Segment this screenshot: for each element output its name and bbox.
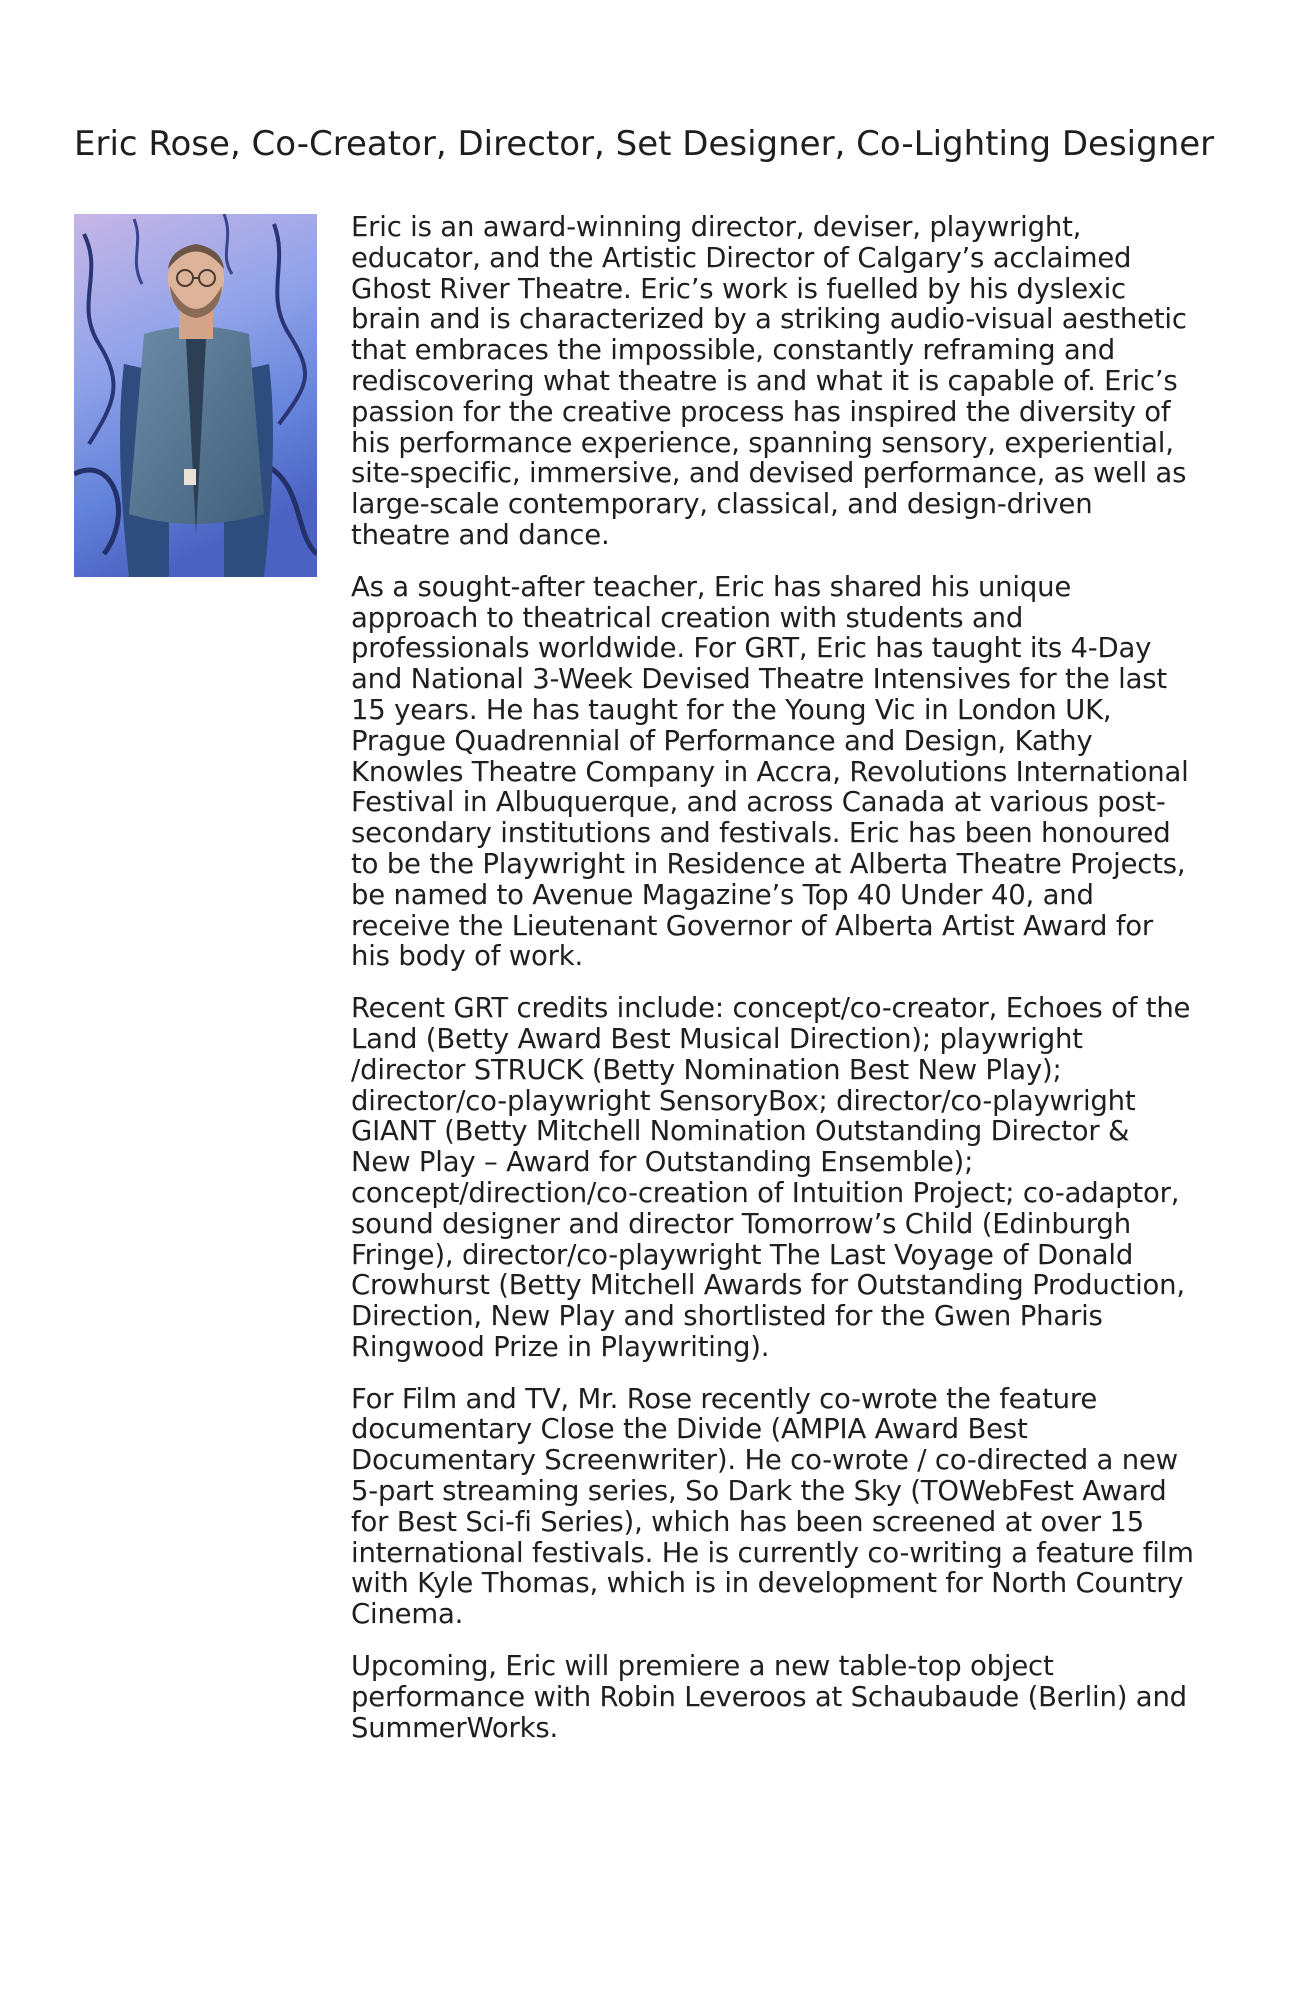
bio-paragraph: As a sought-after teacher, Eric has shared his unique approach to theatrical creation with students and professionals worldwide. For GRT, Eric has taught its 4-Day and National 3-Week Devised Theatre Intensives for the last 15 years. He has taught for the Young Vic in London UK, Prague Quadrennial of Performance and Design, Kathy Knowles Theatre Company in Accra, Revolutions International Festival in Albuquerque, and across Canada at various post-secondary institutions and festivals. Eric has been honoured to be the Playwright in Residence at Alberta Theatre Projects, be named to Avenue Magazine’s Top 40 Under 40, and receive the Lieutenant Governor of Alberta Artist Award for his body of work. bbox=[351, 570, 1189, 973]
bio-paragraph: Upcoming, Eric will premiere a new table-top object performance with Robin Leveroos at Schaubaude (Berlin) and SummerWorks. bbox=[351, 1650, 1187, 1744]
bio-paragraph: Recent GRT credits include: concept/co-creator, Echoes of the Land (Betty Award Best Musical Direction); playwright /director STRUCK (Betty Nomination Best New Play); director/co-playwright SensoryBox; director/co-playwright GIANT (Betty Mitchell Nomination Outstanding Director & New Play – Award for Outstanding Ensemble); concept/direction/co-creation of Intuition Project; co-adaptor, sound designer and director Tomorrow’s Child (Edinburgh Fringe), director/co-playwright The Last Voyage of Donald Crowhurst (Betty Mitchell Awards for Outstanding Production, Direction, New Play and shortlisted for the Gwen Pharis Ringwood Prize in Playwriting). bbox=[351, 992, 1191, 1363]
bio-text bbox=[351, 212, 1197, 1764]
bio-paragraph: Eric is an award-winning director, deviser, playwright, educator, and the Artistic Director of Calgary’s acclaimed Ghost River Theatre. Eric’s work is fuelled by his dyslexic brain and is characterized by a striking audio-visual aesthetic that embraces the impossible, constantly reframing and rediscovering what theatre is and what it is capable of. Eric’s passion for the creative process has inspired the diversity of his performance experience, spanning sensory, experiential, site-specific, immersive, and devised performance, as well as large-scale contemporary, classical, and design-driven theatre and dance. bbox=[351, 211, 1187, 551]
portrait-photo bbox=[74, 214, 317, 577]
page-title: Eric Rose, Co-Creator, Director, Set Designer, Co-Lighting Designer bbox=[74, 124, 1215, 164]
bio-paragraph: For Film and TV, Mr. Rose recently co-wrote the feature documentary Close the Divide (AMPIA Award Best Documentary Screenwriter). He co-wrote / co-directed a new 5-part streaming series, So Dark the Sky (TOWebFest Award for Best Sci-fi Series), which has been screened at over 15 international festivals. He is currently co-writing a feature film with Kyle Thomas, which is in development for North Country Cinema. bbox=[351, 1382, 1194, 1631]
